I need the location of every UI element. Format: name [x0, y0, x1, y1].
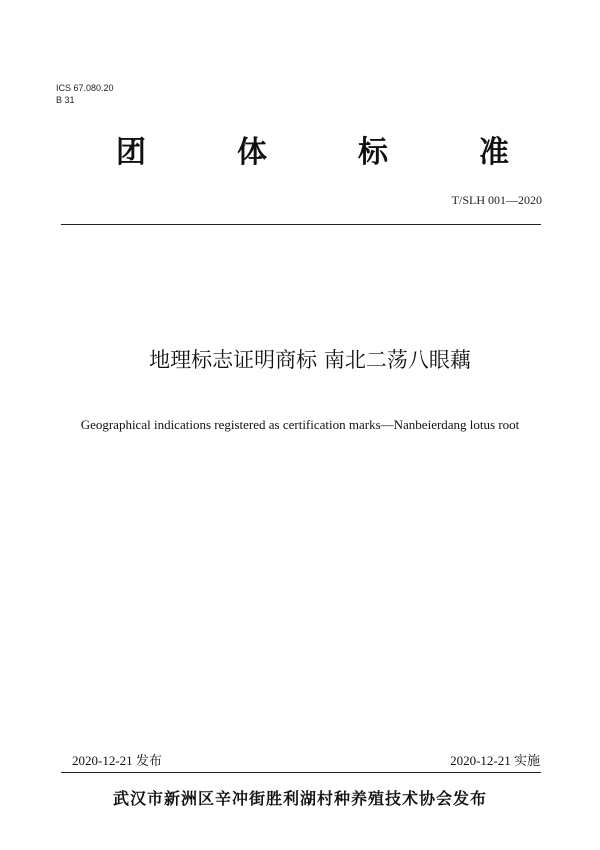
title-char-3: 标: [358, 135, 388, 170]
footer-divider: [61, 772, 541, 773]
title-char-4: 准: [479, 135, 509, 170]
title-char-2: 体: [237, 135, 267, 170]
chinese-title: 地理标志证明商标 南北二荡八眼藕: [149, 348, 471, 372]
ccs-code: B 31: [56, 95, 75, 105]
issuing-organization: 武汉市新洲区辛冲街胜利湖村种养殖技术协会发布: [112, 789, 487, 808]
header-divider: [61, 224, 541, 225]
standard-number: T/SLH 001—2020: [451, 193, 542, 207]
publish-date: 2020-12-21 发布: [72, 753, 162, 768]
document-type-title: [0, 135, 600, 175]
implement-date: 2020-12-21 实施: [450, 753, 540, 768]
english-title: Geographical indications registered as certification marks—Nanbeierdang lotus root: [80, 417, 520, 432]
title-char-1: 团: [116, 135, 146, 170]
ics-code: ICS 67.080.20: [56, 83, 114, 93]
